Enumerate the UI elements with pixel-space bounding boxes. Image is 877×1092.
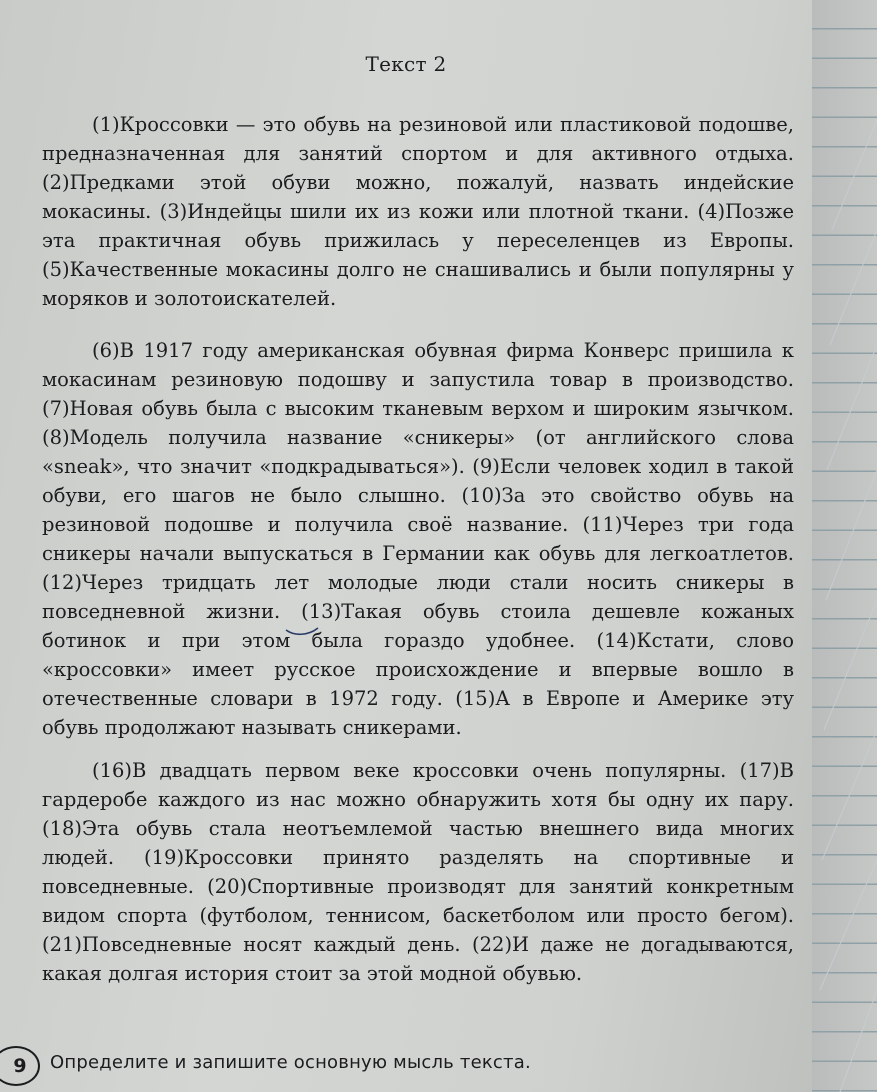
diagonal-strokes <box>812 0 877 1092</box>
task-number-badge: 9 <box>0 1046 40 1086</box>
paragraph-2-text: (6)В 1917 году американская обувная фирма Конверс пришила к мокасинам резиновую подошву и запустила товар в производство. (7)Новая обувь была с высоким тканевым верхом и широким язычком. (8)Модель получила название «сникеры» (от английского слова «sneak», что значит «подкрадываться»). (9)Если человек ходил в такой обуви, его шагов не было слышно. (10)За это свойство обувь на резиновой подошве и получила своё название. (11)Через три года сникеры начали выпускаться в Германии как обувь для легкоатлетов. (12)Через тридцать лет молодые люди стали носить сникеры в повседневной жизни. (13)Такая обувь стоила дешевле кожаных ботинок и при этом была гораздо удобнее. (14)Кстати, слово «кроссовки» имеет русское происхождение и впервые вошло в отечественные словари в 1972 году. (15)А в Европе и Америке эту обувь продолжают называть сникерами. <box>42 339 794 739</box>
task-prompt: Определите и запишите основную мысль текста. <box>50 1052 531 1073</box>
paragraph-1-text: (1)Кроссовки — это обувь на резиновой или пластиковой подошве, предназначенная для занятий спортом и для активного отдыха. (2)Предками этой обуви можно, пожалуй, назвать индейские мокасины. (3)Индейцы шили их из кожи или плотной ткани. (4)Позже эта практичная обувь прижилась у переселенцев из Европы. (5)Качественные мокасины долго не снашивались и были популярны у моряков и золотоискателей. <box>42 113 794 310</box>
text-title: Текст 2 <box>365 52 447 76</box>
answer-sheet-edge <box>812 0 877 1092</box>
task-9 <box>0 1042 812 1092</box>
paragraph-2 <box>42 336 794 742</box>
paragraph-3-text: (16)В двадцать первом веке кроссовки очень популярны. (17)В гардеробе каждого из нас можно обнаружить хотя бы одну их пару. (18)Эта обувь стала неотъемлемой частью внешнего вида многих людей. (19)Кроссовки принято разделять на спортивные и повседневные. (20)Спортивные производят для занятий конкретным видом спорта (футболом, теннисом, баскетболом или просто бегом). (21)Повседневные носят каждый день. (22)И даже не догадываются, какая долгая история стоит за этой модной обувью. <box>42 759 794 985</box>
paragraph-1 <box>42 110 794 313</box>
paragraph-3 <box>42 756 794 988</box>
